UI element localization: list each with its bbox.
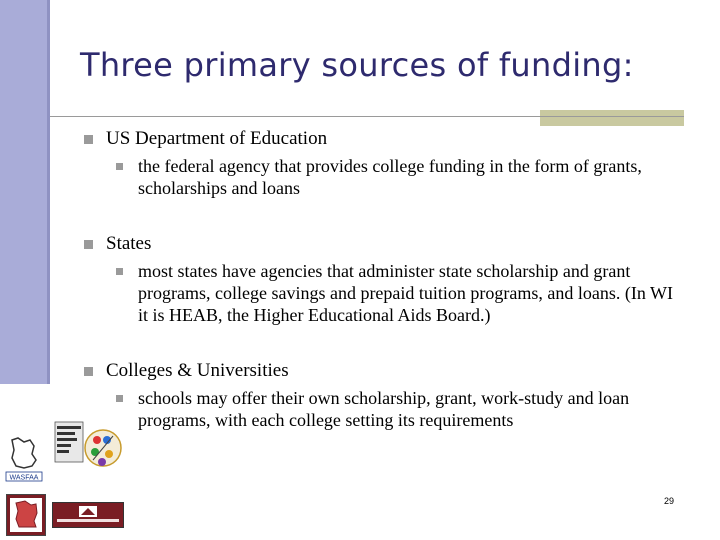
section-detail: most states have agencies that administer state scholarship and grant programs, college savings and prepaid tuition programs, and loans. (In WI it is HEAB, the Higher Educational Aids Board.) [138, 261, 674, 325]
wasfaa-logo-text: WASFAA [9, 474, 39, 482]
title-rule-accent [540, 110, 684, 126]
bullet-level1 [84, 360, 684, 382]
title-rule-accent-line [540, 116, 684, 117]
left-band-shadow [47, 0, 50, 384]
section-heading: States [106, 233, 152, 254]
bullet-level2 [116, 155, 684, 199]
slide-content [84, 128, 684, 431]
section-heading: US Department of Education [106, 128, 328, 149]
section-detail: schools may offer their own scholarship, grant, work-study and loan programs, with each college setting its requirements [138, 388, 630, 430]
organization-banner-logo-icon [52, 502, 124, 528]
bullet-level2 [116, 387, 684, 431]
square-bullet-icon [84, 240, 93, 249]
square-bullet-icon [116, 268, 123, 275]
page-number: 29 [664, 496, 675, 506]
bullet-level1 [84, 128, 684, 150]
funding-source-item [84, 233, 684, 326]
funding-source-item [84, 360, 684, 431]
funding-source-item [84, 128, 684, 199]
square-bullet-icon [116, 395, 123, 402]
slide-title: Three primary sources of funding: [80, 46, 634, 84]
wasfaa-logo-icon [4, 436, 44, 482]
bullet-level2 [116, 260, 684, 326]
square-bullet-icon [116, 163, 123, 170]
square-bullet-icon [84, 135, 93, 144]
state-map-logo-icon [6, 494, 46, 536]
left-decorative-band [0, 0, 47, 384]
section-detail: the federal agency that provides college funding in the form of grants, scholarships and loans [138, 156, 642, 198]
child-network-logo-icon [53, 418, 125, 478]
square-bullet-icon [84, 367, 93, 376]
section-heading: Colleges & Universities [106, 360, 289, 381]
bullet-level1 [84, 233, 684, 255]
